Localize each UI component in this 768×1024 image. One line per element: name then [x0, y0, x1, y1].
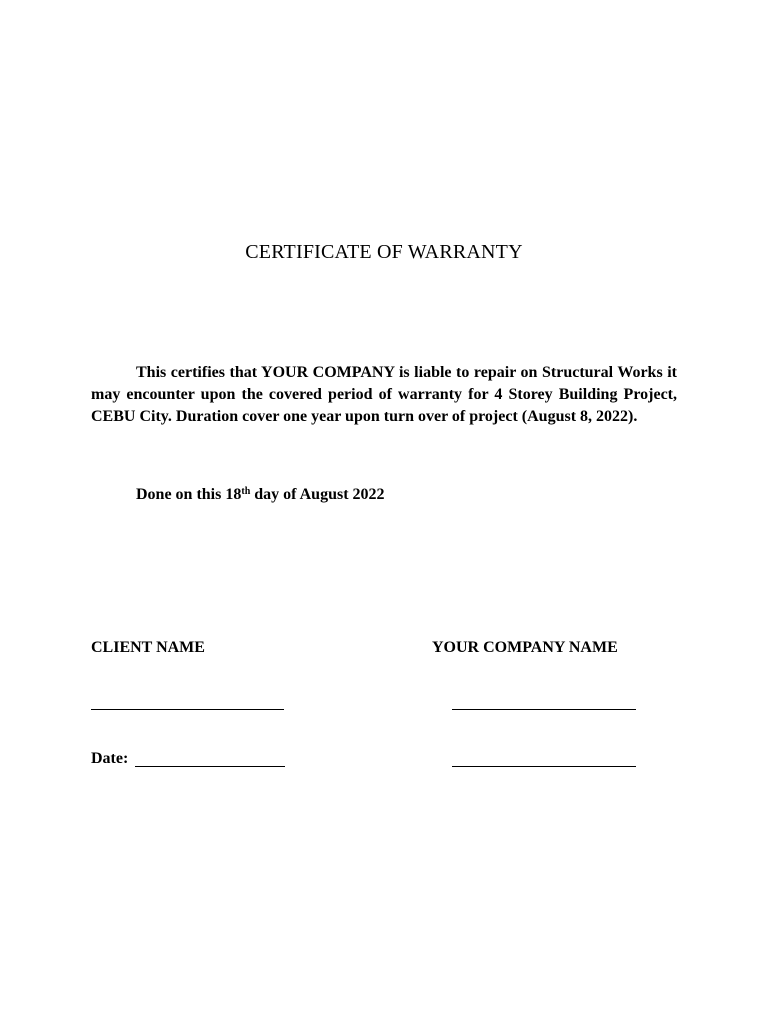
company-name-label: YOUR COMPANY NAME [432, 639, 618, 656]
done-superscript: th [241, 486, 251, 497]
done-date-line [136, 485, 385, 505]
done-suffix: day of August 2022 [250, 486, 385, 503]
company-signature-line [452, 709, 636, 710]
client-signature-line [91, 709, 284, 710]
page-title: CERTIFICATE OF WARRANTY [245, 241, 523, 263]
client-name-label: CLIENT NAME [91, 639, 205, 656]
certificate-body-paragraph: This certifies that YOUR COMPANY is liable to repair on Structural Works it may encounter upon the covered period of warranty for 4 Storey Building Project, CEBU City. Duration cover one year upon turn over of project (August 8, 2022). [91, 364, 677, 425]
company-date-line [452, 766, 636, 767]
client-date-line [135, 766, 285, 767]
date-label: Date: [91, 750, 129, 767]
done-prefix: Done on this 18 [136, 486, 242, 503]
